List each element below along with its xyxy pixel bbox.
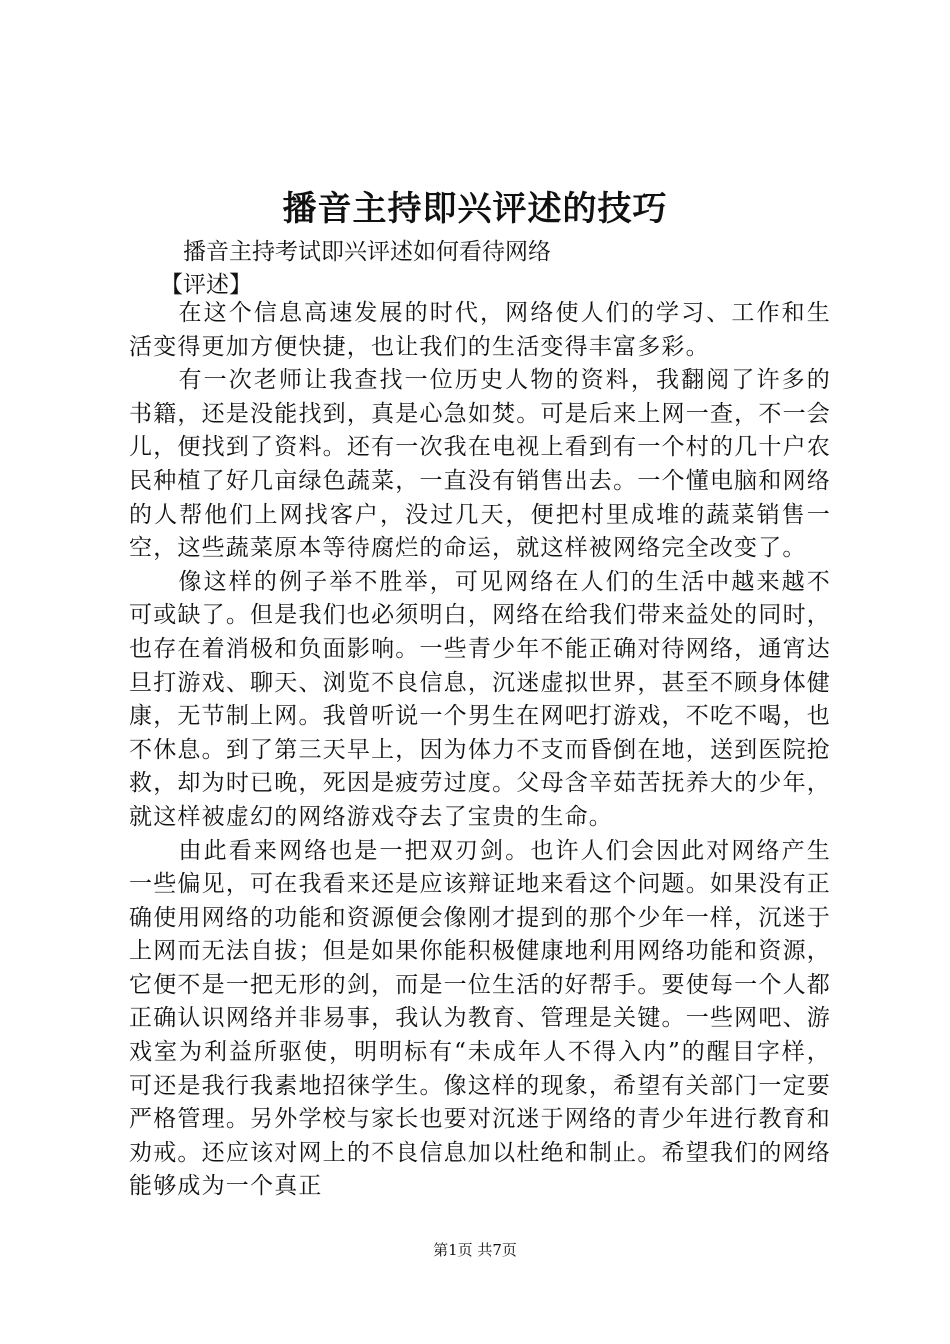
body-text bbox=[129, 297, 831, 1204]
document-title: 播音主持即兴评述的技巧 bbox=[282, 189, 668, 229]
page-footer: 第1页 共7页 bbox=[433, 1241, 517, 1259]
document-subtitle: 播音主持考试即兴评述如何看待网络 bbox=[183, 239, 551, 265]
paragraph: 由此看来网络也是一把双刃剑。也许人们会因此对网络产生一些偏见，可在我看来还是应该辩证地来看这个问题。如果没有正确使用网络的功能和资源便会像刚才提到的那个少年一样，沉迷于上网而无法自拔；但是如果你能积极健康地利用网络功能和资源，它便不是一把无形的剑，而是一位生活的好帮手。要使每一个人都正确认识网络并非易事，我认为教育、管理是关键。一些网吧、游戏室为利益所驱使，明明标有“未成年人不得入内”的醒目字样，可还是我行我素地招徕学生。像这样的现象，希望有关部门一定要严格管理。另外学校与家长也要对沉迷于网络的青少年进行教育和劝戒。还应该对网上的不良信息加以杜绝和制止。希望我们的网络能够成为一个真正 bbox=[129, 837, 831, 1200]
section-tag: 【评述】 bbox=[160, 272, 252, 298]
paragraph: 在这个信息高速发展的时代，网络使人们的学习、工作和生活变得更加方便快捷，也让我们的生活变得丰富多彩。 bbox=[129, 300, 831, 360]
paragraph: 像这样的例子举不胜举，可见网络在人们的生活中越来越不可或缺了。但是我们也必须明白，网络在给我们带来益处的同时，也存在着消极和负面影响。一些青少年不能正确对待网络，通宵达旦打游戏、聊天、浏览不良信息，沉迷虚拟世界，甚至不顾身体健康，无节制上网。我曾听说一个男生在网吧打游戏，不吃不喝，也不休息。到了第三天早上，因为体力不支而昏倒在地，送到医院抢救，却为时已晚，死因是疲劳过度。父母含辛茹苦抚养大的少年，就这样被虚幻的网络游戏夺去了宝贵的生命。 bbox=[129, 568, 831, 830]
paragraph: 有一次老师让我查找一位历史人物的资料，我翻阅了许多的书籍，还是没能找到，真是心急如焚。可是后来上网一查，不一会儿，便找到了资料。还有一次我在电视上看到有一个村的几十户农民种植了好几亩绿色蔬菜，一直没有销售出去。一个懂电脑和网络的人帮他们上网找客户，没过几天，便把村里成堆的蔬菜销售一空，这些蔬菜原本等待腐烂的命运，就这样被网络完全改变了。 bbox=[129, 367, 831, 562]
